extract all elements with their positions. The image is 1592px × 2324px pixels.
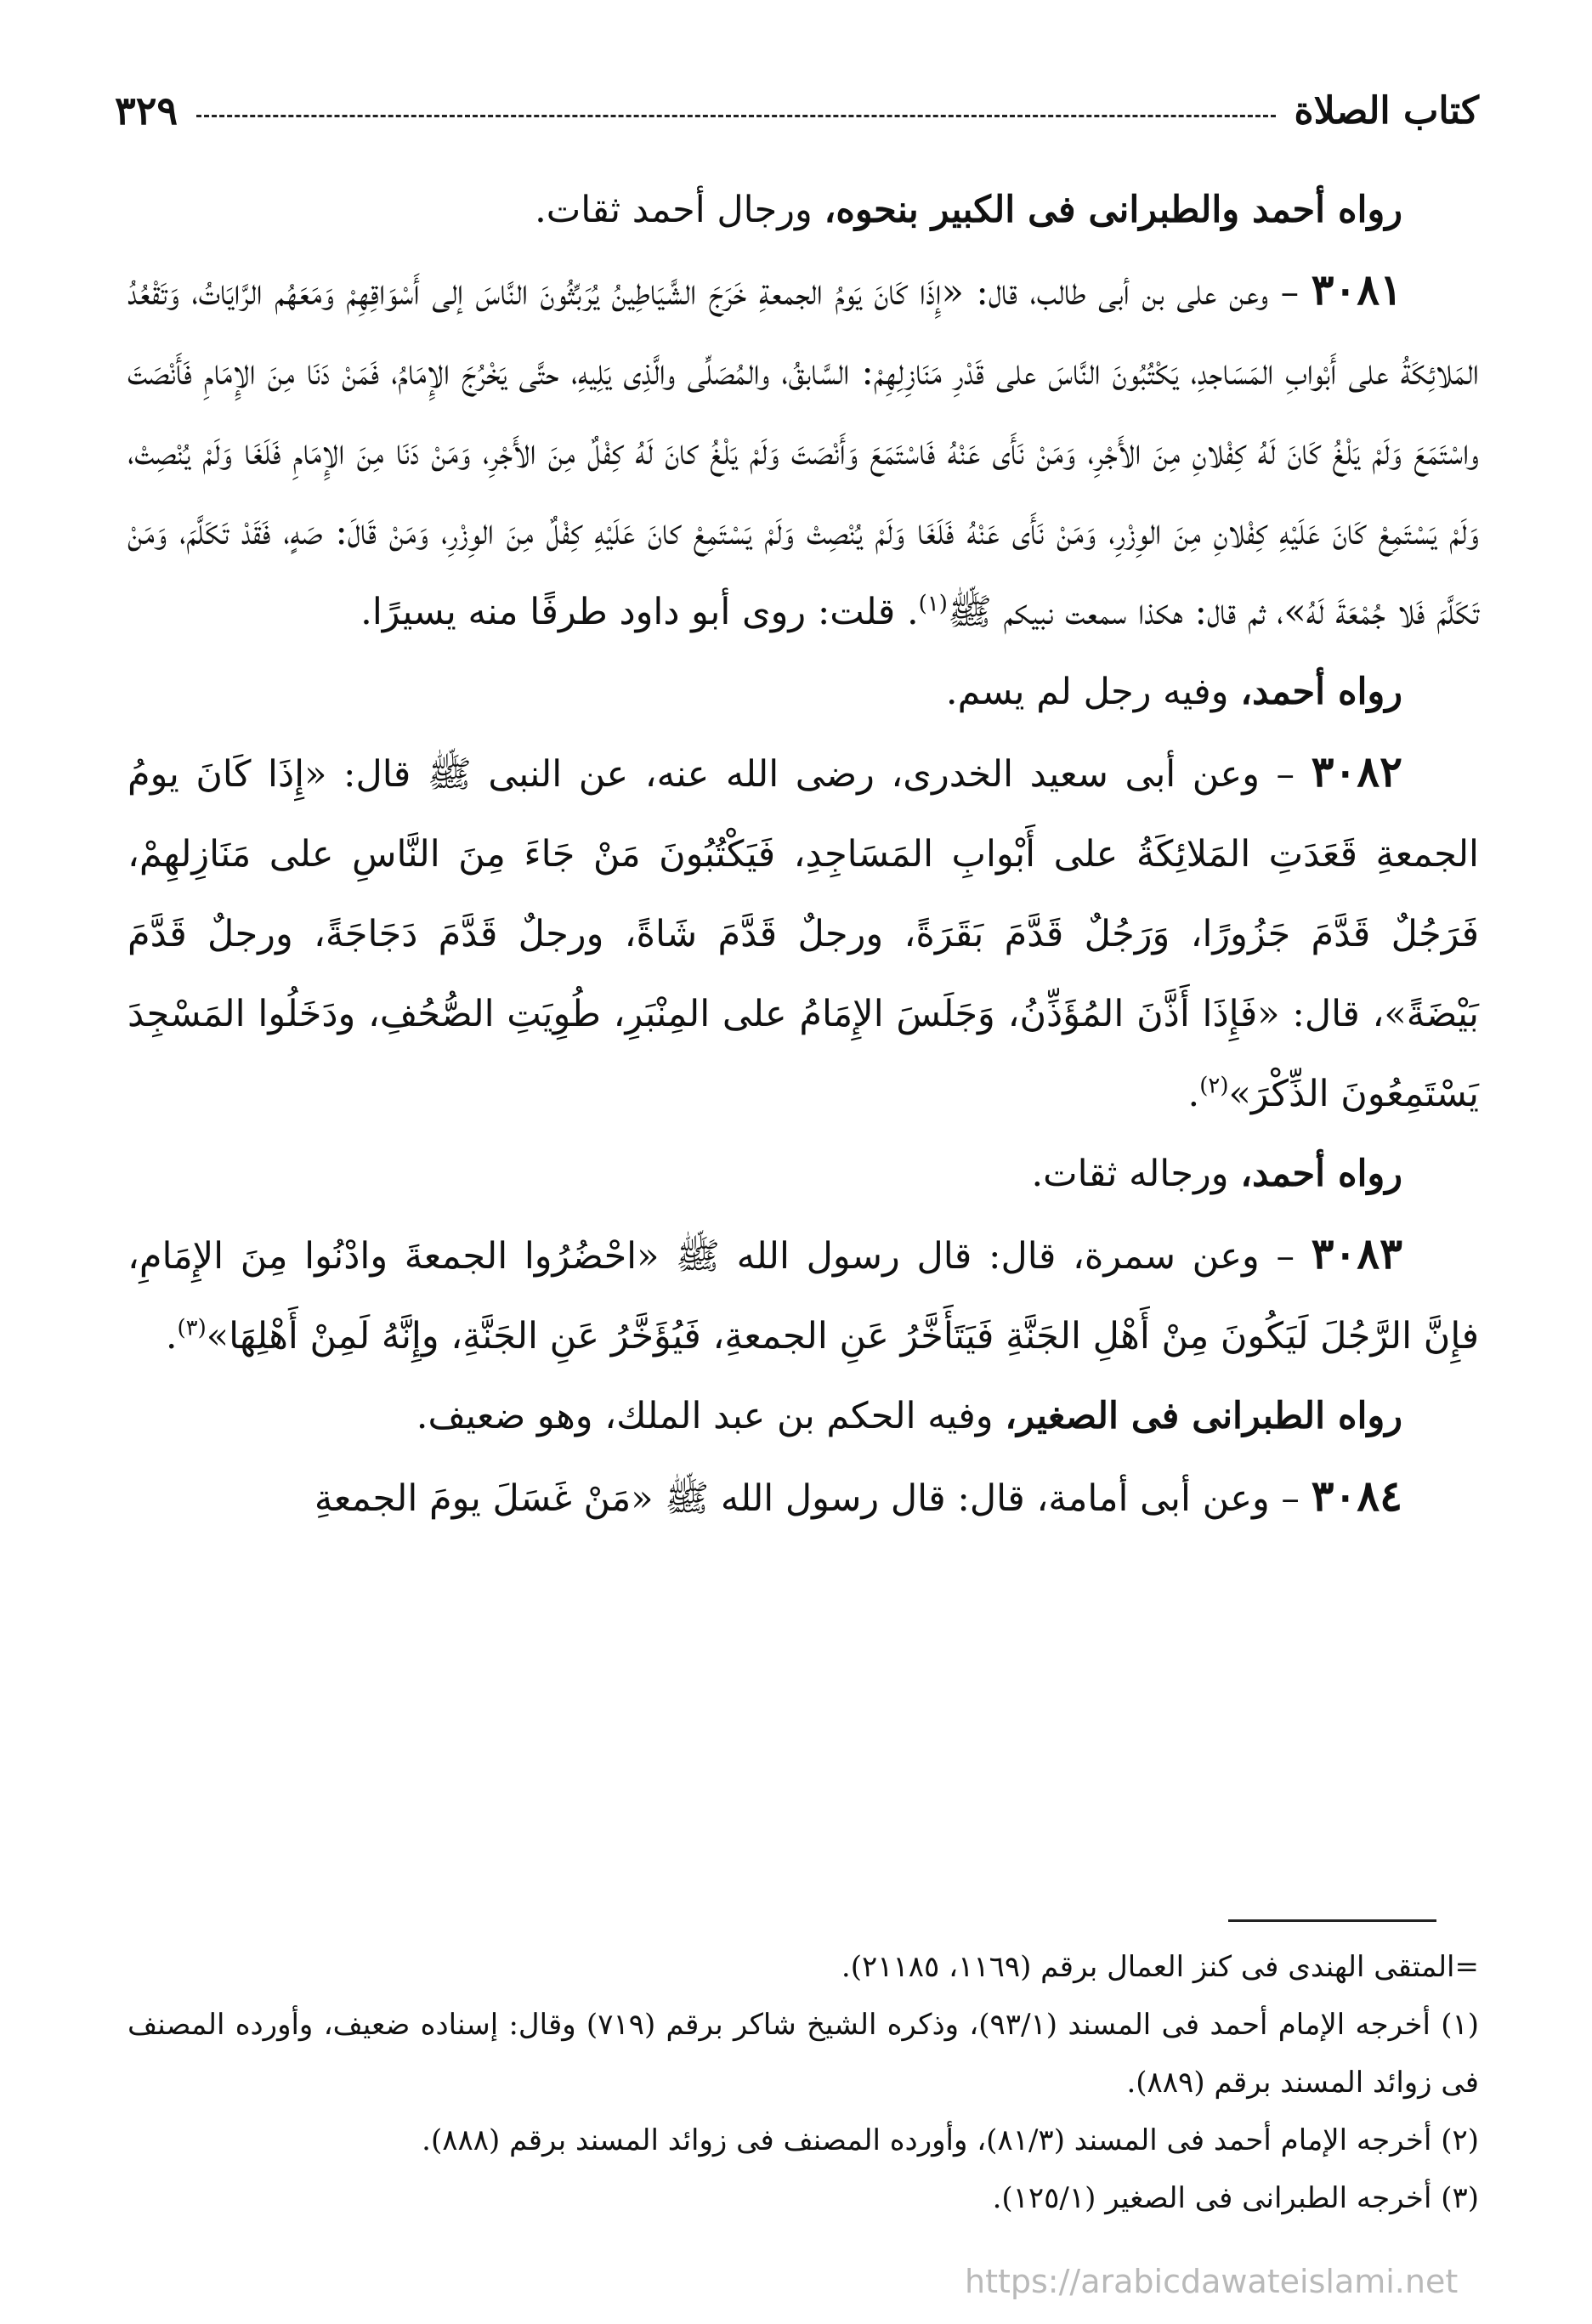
source-note xyxy=(127,652,1479,732)
hadith-3083 xyxy=(127,1214,1479,1376)
source-bold: رواه أحمد، xyxy=(1240,671,1402,713)
source-bold: رواه أحمد والطبرانى فى الكبير بنحوه، xyxy=(824,189,1402,231)
hadith-tail: . xyxy=(1187,1073,1200,1115)
hadith-tail: . xyxy=(165,1315,178,1358)
source-note xyxy=(127,1376,1479,1456)
hadith-number: ٣٠٨٢ xyxy=(1311,746,1402,796)
source-note xyxy=(127,1134,1479,1214)
hadith-3081 xyxy=(127,250,1479,652)
footnotes xyxy=(127,1938,1479,2227)
main-text xyxy=(127,170,1479,1539)
hadith-number: ٣٠٨٤ xyxy=(1311,1471,1402,1521)
footnote-ref: (٣) xyxy=(177,1315,207,1341)
hadith-tail: . قلت: روى أبو داود طرفًا منه يسيرًا. xyxy=(360,591,919,633)
footnote-2: (٢) أخرجه الإمام أحمد فى المسند (٨١/٣)، وأورده المصنف فى زوائد المسند برقم (٨٨٨). xyxy=(422,2123,1479,2157)
page-number: ٣٢٩ xyxy=(115,88,178,133)
hadith-text: – وعن أبى سعيد الخدرى، رضى الله عنه، عن النبى ﷺ قال: «إِذَا كَانَ يومُ الجمعةِ قَعَدَتِ المَلائِكَةُ على أَبْوابِ المَسَاجِدِ، فَيَكْتُبُونَ مَنْ جَاءَ مِنَ النَّاسِ على مَنَازِلهِمْ، فَرَجُلٌ قَدَّمَ جَزُورًا، وَرَجُلٌ قَدَّمَ بَقَرَةً، ورجلٌ قَدَّمَ شَاةً، ورجلٌ قَدَّمَ دَجَاجَةً، ورجلٌ قَدَّمَ بَيْضَةً»، قال: «فَإِذَا أَذَّنَ المُؤَذِّنُ، وَجَلَسَ الإِمَامُ على المِنْبَرِ، طُوِيَتِ الصُّحُفِ، ودَخَلُوا المَسْجِدَ يَسْتَمِعُونَ الذِّكْرَ» xyxy=(127,753,1479,1115)
source-bold: رواه أحمد، xyxy=(1240,1153,1402,1195)
header-dashed-rule xyxy=(196,115,1275,117)
running-title: كتاب الصلاة xyxy=(1294,88,1479,133)
source-note xyxy=(127,170,1479,250)
footnote-ref: (٢) xyxy=(1199,1073,1229,1099)
source-rest: ورجاله ثقات. xyxy=(1031,1153,1241,1195)
footnote-continuation: =المتقى الهندى فى كنز العمال برقم (١١٦٩، ٢١١٨٥). xyxy=(841,1950,1479,1984)
footnote-ref: (١) xyxy=(918,591,948,617)
hadith-number: ٣٠٨١ xyxy=(1311,264,1402,315)
source-rest: وفيه رجل لم يسم. xyxy=(945,671,1241,713)
hadith-text: – وعن على بن أبى طالب، قال: «إِذَا كَانَ يَومُ الجمعةِ خَرَجَ الشَّيَاطِينُ يُرَبِّثُونَ النَّاسَ إلى أَسْوَاقِهِمْ وَمَعَهُم الرَّايَاتُ، وَتَقْعُدُ المَلائِكَةُ على أَبْوابِ المَسَاجدِ، يَكْتُبُونَ النَّاسَ على قَدْرِ مَنَازِلِهِمْ: السَّابقُ، والمُصَلِّى والَّذِى يَلِيهِ، حتَّى يَخْرُجَ الإِمَامُ، فَمَنْ دَنَا مِنَ الإِمَامِ فَأَنْصَتَ واسْتَمَعَ وَلَمْ يَلْغُ كَانَ لَهُ كِفْلانِ مِنَ الأَجْرِ، وَمَنْ نَأَى عَنْهُ فَاسْتَمَعَ وَأَنْصَتَ وَلَمْ يَلْغُ كانَ لَهُ كِفْلٌ مِنَ الأَجْرِ، وَمَنْ دَنَا مِنَ الإِمَامِ فَلَغَا وَلَمْ يُنْصِتْ، وَلَمْ يَسْتَمِعْ كَانَ عَلَيْهِ كِفْلانِ مِنَ الوِزْرِ، وَمَنْ نَأَى عَنْهُ فَلَغَا وَلَمْ يُنْصِتْ وَلَمْ يَسْتَمِعْ كانَ عَلَيْهِ كِفْلٌ مِنَ الوِزْرِ، وَمَنْ قَالَ: صَهٍ، فَقَدْ تَكَلَّمَ، وَمَنْ تَكَلَّمَ فَلا جُمْعَةَ لَهُ»، ثم قال: هكذا سمعت نبيكم ﷺ xyxy=(127,271,1479,633)
hadith-number: ٣٠٨٣ xyxy=(1311,1228,1402,1278)
footnote-1: (١) أخرجه الإمام أحمد فى المسند (٩٣/١)، وذكره الشيخ شاكر برقم (٧١٩) وقال: إسناده ضعيف، وأورده المصنف فى زوائد المسند برقم (٨٨٩). xyxy=(127,2008,1480,2100)
hadith-3082 xyxy=(127,732,1479,1134)
source-rest: وفيه الحكم بن عبد الملك، وهو ضعيف. xyxy=(416,1395,1006,1437)
hadith-3084 xyxy=(127,1456,1479,1539)
footnote-3: (٣) أخرجه الطبرانى فى الصغير (١٢٥/١). xyxy=(992,2181,1479,2215)
source-bold: رواه الطبرانى فى الصغير، xyxy=(1005,1395,1402,1437)
page-header xyxy=(115,81,1479,140)
hadith-text: – وعن سمرة، قال: قال رسول الله ﷺ «احْضُرُوا الجمعةَ وادْنُوا مِنَ الإِمَامِ، فإِنَّ الرَّجُلَ لَيَكُونَ مِنْ أَهْلِ الجَنَّةِ فَيَتَأَخَّرُ عَنِ الجمعةِ، فَيُؤَخَّرُ عَنِ الجَنَّةِ، وإِنَّهُ لَمِنْ أَهْلِهَا» xyxy=(127,1235,1479,1358)
watermark-url: https://arabicdawateislami.net xyxy=(965,2263,1459,2300)
hadith-text: – وعن أبى أمامة، قال: قال رسول الله ﷺ «مَنْ غَسَلَ يومَ الجمعةِ xyxy=(314,1477,1312,1520)
source-rest: ورجال أحمد ثقات. xyxy=(535,189,824,231)
footnote-separator xyxy=(1228,1919,1436,1922)
